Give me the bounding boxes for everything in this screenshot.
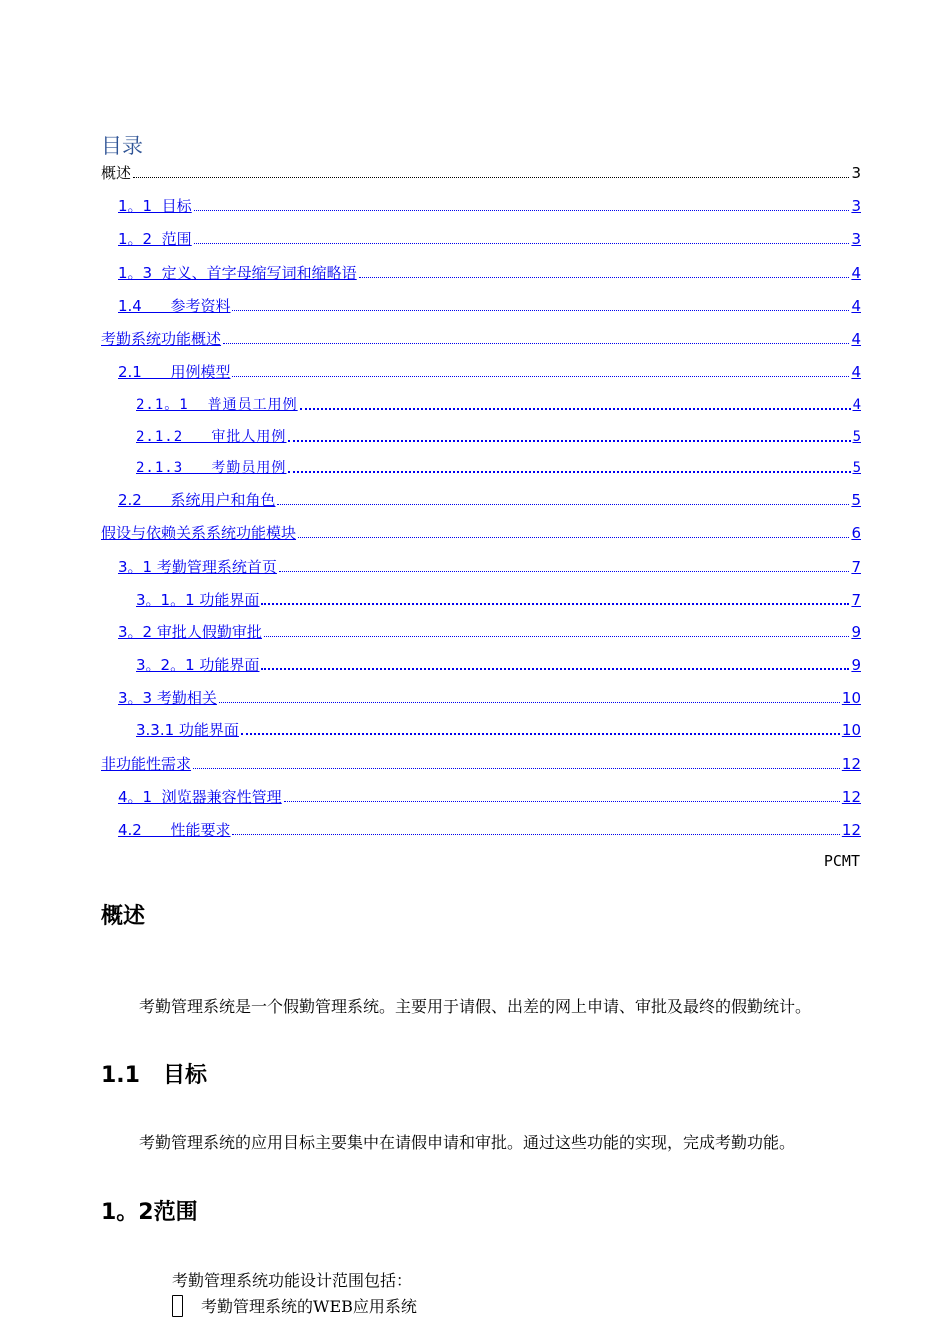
bullet-box-icon [172,1295,183,1317]
toc-entry-2-1-2-approver-use-case[interactable]: 2.1.2 审批人用例 5 [136,429,861,445]
toc-entry-overview[interactable]: 概述 3 [101,164,861,182]
goal-heading: 1.1 目标 [101,1063,207,1088]
scope-list-item [172,1294,417,1317]
toc-entry-2-1-use-case-model[interactable]: 2.1 用例模型 4 [118,363,861,381]
overview-heading: 概述 [101,904,146,929]
toc-entry-1-4-references[interactable]: 1.4 参考资料 4 [118,297,861,315]
toc-entry-2-1-1-employee-use-case[interactable]: 2.1。1 普通员工用例 4 [136,397,861,413]
toc-entry-3-2-1-interface[interactable]: 3。2。1 功能界面 9 [136,656,861,674]
toc-entry-non-functional[interactable]: 非功能性需求 12 [101,755,861,773]
overview-paragraph: 考勤管理系统是一个假勤管理系统。主要用于请假、出差的网上申请、审批及最终的假勤统计。 [139,997,812,1016]
scope-heading: 1。2范围 [101,1200,198,1225]
toc-entry-1-3-definitions[interactable]: 1。3 定义、首字母缩写词和缩略语 4 [118,264,861,282]
toc-entry-3-3-attendance[interactable]: 3。3 考勤相关 10 [118,689,861,707]
toc-entry-3-2-approval[interactable]: 3。2 审批人假勤审批 9 [118,623,861,641]
toc-heading: 目录 [101,134,143,158]
document-code: PCMT [823,852,860,870]
goal-paragraph: 考勤管理系统的应用目标主要集中在请假申请和审批。通过这些功能的实现，完成考勤功能。 [139,1133,796,1152]
toc-entry-assumptions-modules[interactable]: 假设与依赖关系系统功能模块 6 [101,524,861,542]
toc-entry-2-1-3-attendance-clerk-use-case[interactable]: 2.1.3 考勤员用例 5 [136,460,861,476]
toc-entry-2-2-users-roles[interactable]: 2.2 系统用户和角色 5 [118,491,861,509]
toc-entry-1-1-goal[interactable]: 1。1 目标 3 [118,197,861,215]
toc-entry-4-1-browser[interactable]: 4。1 浏览器兼容性管理 12 [118,788,861,806]
toc-entry-3-1-home[interactable]: 3。1 考勤管理系统首页 7 [118,558,861,576]
scope-item-text: 考勤管理系统的WEB应用系统 [201,1297,417,1316]
toc-entry-3-1-1-interface[interactable]: 3。1。1 功能界面 7 [136,591,861,609]
toc-entry-system-overview[interactable]: 考勤系统功能概述 4 [101,330,861,348]
toc-entry-1-2-scope[interactable]: 1。2 范围 3 [118,230,861,248]
scope-intro: 考勤管理系统功能设计范围包括： [172,1271,413,1290]
toc-entry-4-2-performance[interactable]: 4.2 性能要求 12 [118,821,861,839]
toc-entry-3-3-1-interface[interactable]: 3.3.1 功能界面 10 [136,721,861,739]
